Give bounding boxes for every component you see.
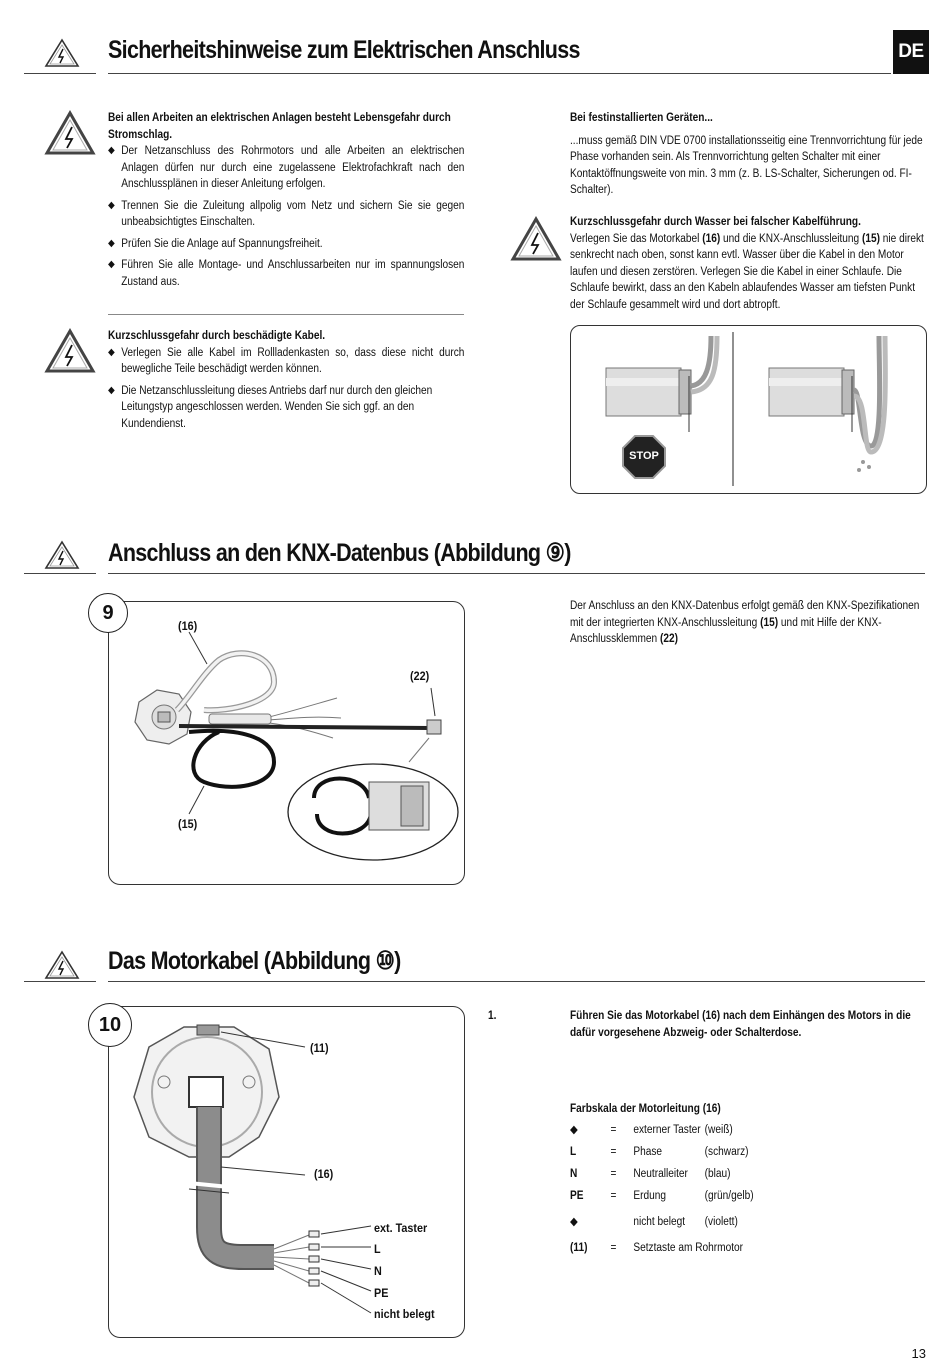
figure-9-badge: 9 bbox=[88, 593, 128, 633]
warning-electric-icon bbox=[510, 216, 562, 262]
label-16: (16) bbox=[178, 619, 198, 633]
diamond-bullet-icon: ◆ bbox=[108, 259, 115, 270]
warning-electric-icon bbox=[44, 328, 96, 374]
wire-label-nicht-belegt: nicht belegt bbox=[374, 1307, 435, 1321]
diamond-bullet-icon: ◆ bbox=[108, 384, 115, 396]
warning1-bullet: Der Netzanschluss des Rohrmotors und alle Arbeiten an elektrischen Anlagen dürfen nur durch eine zugelassene Elektrofachkraft nach den Anschlussplänen in dieser Anleitung erfolgen. bbox=[121, 145, 465, 190]
warning3-heading: Kurzschlussgefahr durch Wasser bei falscher Kabelführung. bbox=[570, 216, 861, 228]
wire-label-ext-taster: ext. Taster bbox=[374, 1221, 428, 1235]
wire-label-pe: PE bbox=[374, 1286, 389, 1300]
color-scale-title: Farbskala der Motorleitung (16) bbox=[570, 1103, 721, 1115]
color-row: N = Neutralleiter (blau) bbox=[570, 1168, 731, 1180]
warning1-bullet: Trennen Sie die Zuleitung allpolig vom Netz und sichern Sie sie gegen unbeabsichtigtes Einschalten. bbox=[121, 199, 465, 228]
knx-description: Der Anschluss an den KNX-Datenbus erfolgt gemäß den KNX-Spezifikationen mit der integrierten KNX-Anschlussleitung (15) und mit Hilfe der KNX-Anschlussklemmen (22) bbox=[570, 600, 920, 645]
section-title-knx: Anschluss an den KNX-Datenbus (Abbildung ⑨) bbox=[108, 539, 571, 567]
knx-connection-illustration bbox=[109, 602, 462, 882]
color-row: L = Phase (schwarz) bbox=[570, 1146, 749, 1158]
wire-label-l: L bbox=[374, 1242, 381, 1256]
warning-triangle-icon bbox=[44, 540, 80, 570]
color-row: ◆ nicht belegt (violett) bbox=[570, 1216, 738, 1228]
warning1-block bbox=[108, 110, 464, 290]
color-scale-table bbox=[570, 1122, 754, 1262]
label-16: (16) bbox=[314, 1167, 334, 1181]
fixed-install-block bbox=[570, 110, 926, 199]
color-row: PE = Erdung (grün/gelb) bbox=[570, 1190, 754, 1202]
warning2-heading: Kurzschlussgefahr durch beschädigte Kabel. bbox=[108, 330, 326, 342]
warning-electric-icon bbox=[44, 110, 96, 156]
warning2-bullet: Verlegen Sie alle Kabel im Rollladenkasten so, dass diese nicht durch bewegliche Teile beschädigt werden können. bbox=[121, 346, 465, 375]
warning-triangle-icon bbox=[44, 950, 80, 980]
page-number: 13 bbox=[911, 1346, 926, 1361]
diamond-bullet-icon: ◆ bbox=[108, 199, 115, 211]
wire-label-n: N bbox=[374, 1264, 382, 1278]
warning1-bullet: Führen Sie alle Montage- und Anschlussarbeiten nur im spannungslosen Zustand aus. bbox=[121, 259, 465, 288]
fixed-install-heading: Bei festinstallierten Geräten... bbox=[570, 112, 713, 124]
label-22: (22) bbox=[410, 669, 430, 683]
diamond-bullet-icon: ◆ bbox=[108, 346, 115, 358]
warning3-block bbox=[570, 214, 926, 313]
language-tab: DE bbox=[893, 30, 929, 74]
warning1-bullet: Prüfen Sie die Anlage auf Spannungsfreiheit. bbox=[121, 237, 323, 250]
label-11: (11) bbox=[310, 1041, 329, 1055]
fixed-install-text: ...muss gemäß DIN VDE 0700 installationsseitig eine Trennvorrichtung für jede Phase vorhanden sein. Als Trennvorrichtung gelten Schalter mit einer Kontaktöffnungsweite von min. 3 mm (z. B. LS-Schalter, Sicherungen od. FI-Schalter). bbox=[570, 134, 923, 196]
page-title: Sicherheitshinweise zum Elektrischen Anschluss bbox=[108, 36, 580, 64]
step-text: Führen Sie das Motorkabel (16) nach dem Einhängen des Motors in die dafür vorgesehene Abzweig- oder Schalterdose. bbox=[570, 1010, 911, 1039]
label-15: (15) bbox=[178, 817, 198, 831]
warning1-heading: Bei allen Arbeiten an elektrischen Anlagen besteht Lebensgefahr durch Stromschlag. bbox=[108, 112, 451, 141]
diamond-bullet-icon: ◆ bbox=[108, 145, 115, 156]
color-row: (11) = Setztaste am Rohrmotor bbox=[570, 1242, 744, 1254]
figure-10-badge: 10 bbox=[88, 1003, 132, 1047]
diamond-bullet-icon: ◆ bbox=[108, 237, 115, 249]
warning2-block bbox=[108, 328, 464, 432]
color-row: ◆ = externer Taster (weiß) bbox=[570, 1124, 733, 1136]
warning3-text: Verlegen Sie das Motorkabel (16) und die KNX-Anschlussleitung (15) nie direkt senkrecht nach oben, sonst kann evtl. Wasser über die Kabel in den Motor laufen und diesen zerstören. Verlegen Sie die Kabel in einer Schlaufe. Die Schlaufe bewirkt, dass an den Kabeln ablaufendes Wasser am tiefsten Punkt der Schlaufe gesammelt wird und dort abtropft. bbox=[570, 232, 924, 311]
step-number: 1. bbox=[488, 1010, 497, 1022]
motor-cable-illustration bbox=[109, 1007, 462, 1335]
stop-sign-label: STOP bbox=[629, 450, 659, 462]
section-title-motor-cable: Das Motorkabel (Abbildung ⑩) bbox=[108, 947, 401, 975]
warning2-bullet: Die Netzanschlussleitung dieses Antriebs darf nur durch den gleichen Leitungstyp angeschlossen werden. Wenden Sie sich ggf. an den Kundendienst. bbox=[121, 384, 433, 430]
warning-triangle-icon bbox=[44, 38, 80, 68]
